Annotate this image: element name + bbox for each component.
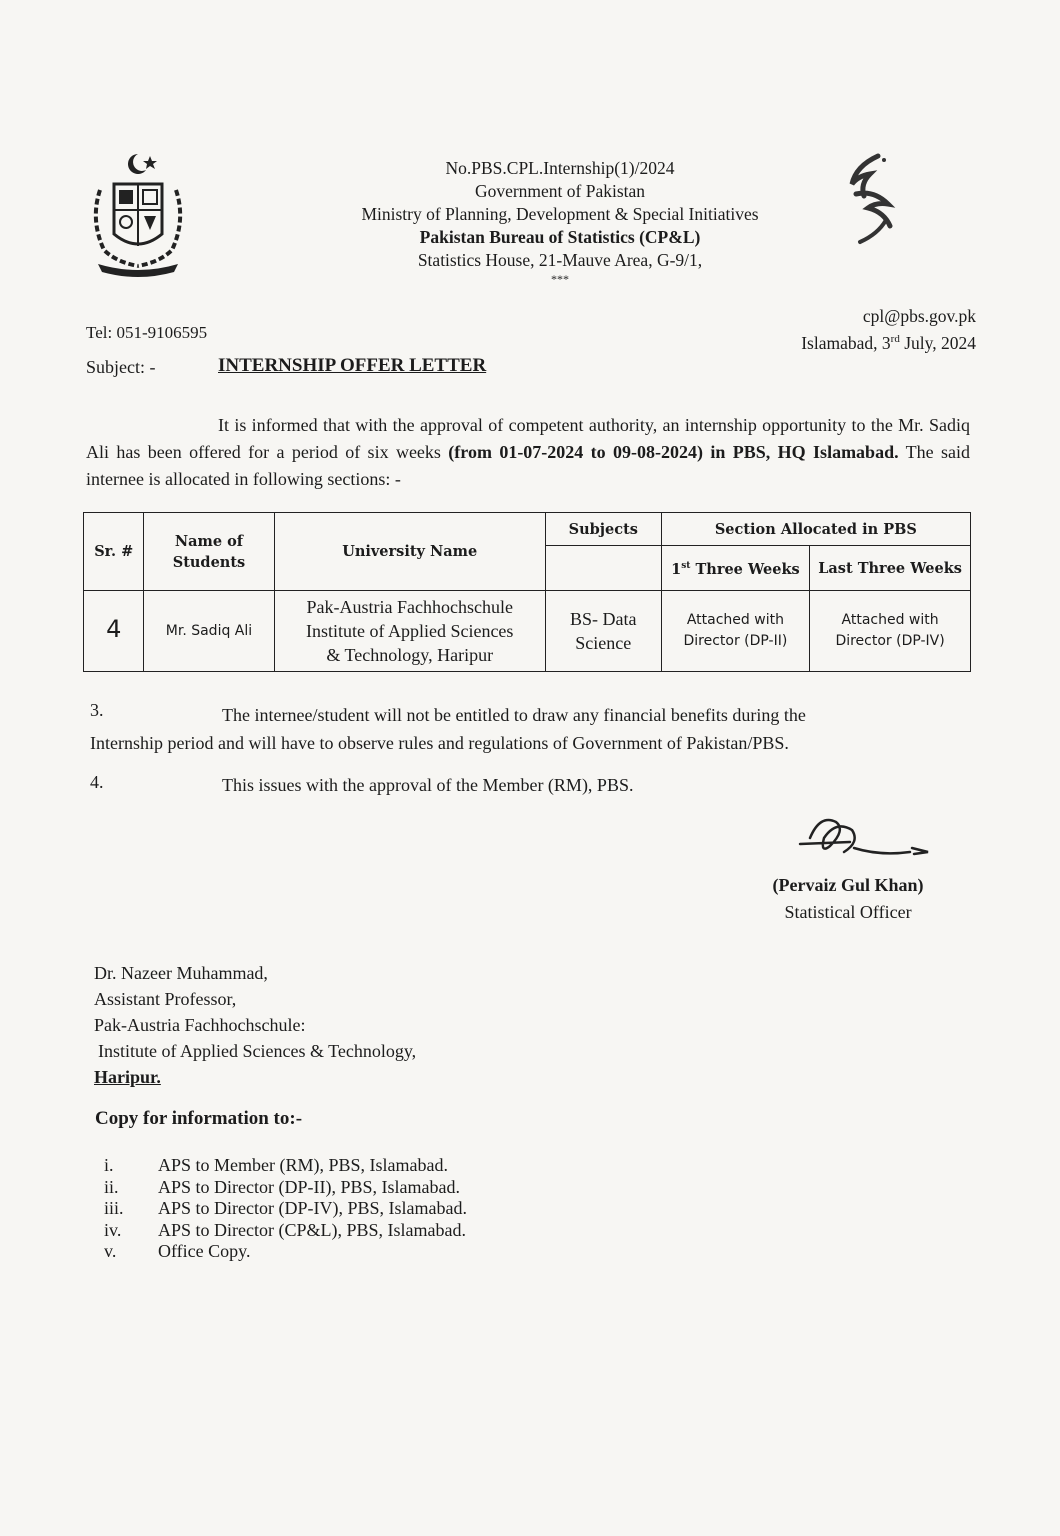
- cell-sr: [84, 591, 144, 672]
- list-item-text: APS to Member (RM), PBS, Islamabad.: [158, 1155, 448, 1175]
- email-address: cpl@pbs.gov.pk: [862, 306, 976, 326]
- para3-first-line: The internee/student will not be entitled to draw any financial benefits during the: [222, 705, 806, 725]
- recipient-line-3: Pak-Austria Fachhochschule:: [94, 1015, 306, 1035]
- recipient-line-5: Haripur.: [94, 1067, 161, 1087]
- header-sr: Sr. #: [84, 513, 144, 591]
- contact-date-block: [801, 305, 976, 355]
- signatory-title: Statistical Officer: [784, 902, 912, 922]
- list-item: [100, 1220, 467, 1242]
- list-item-number: iii.: [104, 1198, 124, 1218]
- list-item: [100, 1155, 467, 1177]
- ministry-name: Ministry of Planning, Development & Special Initiatives: [361, 204, 759, 224]
- list-item-text: Office Copy.: [158, 1241, 251, 1261]
- pbs-logo-icon: [838, 150, 904, 250]
- cell-last-weeks: [810, 591, 971, 672]
- copy-list: [100, 1155, 467, 1263]
- university-line-3: & Technology, Haripur: [326, 645, 494, 665]
- first-weeks-line-1: Attached with: [686, 612, 784, 628]
- header-separator: ***: [551, 272, 569, 286]
- list-item-text: APS to Director (DP-IV), PBS, Islamabad.: [158, 1198, 467, 1218]
- signature-icon: [790, 808, 940, 868]
- letter-date: [801, 328, 976, 355]
- recipient-line-2: Assistant Professor,: [94, 989, 237, 1009]
- signatory-name: (Pervaiz Gul Khan): [772, 875, 924, 895]
- list-item-number: ii.: [104, 1176, 119, 1197]
- reference-number: No.PBS.CPL.Internship(1)/2024: [445, 158, 675, 178]
- header-university: University Name: [274, 513, 545, 591]
- list-item-number: i.: [104, 1155, 114, 1175]
- header-name: Name of Students: [144, 513, 274, 591]
- first-weeks-superscript: st: [681, 561, 691, 572]
- government-name: Government of Pakistan: [474, 181, 646, 201]
- list-item-number: v.: [104, 1241, 117, 1261]
- para4-text: This issues with the approval of the Member (RM), PBS.: [222, 775, 634, 795]
- list-item: [100, 1241, 467, 1263]
- para3-second-line: Internship period and will have to observe rules and regulations of Government of Pakistan/PBS.: [90, 733, 789, 753]
- subject-line-2: Science: [575, 633, 632, 653]
- table-row: [84, 591, 971, 672]
- cell-student-name: Mr. Sadiq Ali: [144, 591, 274, 672]
- para3-number: 3.: [90, 700, 104, 720]
- cell-university: [274, 591, 545, 672]
- first-weeks-label: Three Weeks: [690, 560, 800, 578]
- last-weeks-line-1: Attached with: [841, 612, 939, 628]
- header-subjects-blank: [545, 546, 661, 591]
- recipient-line-1: Dr. Nazeer Muhammad,: [94, 963, 268, 983]
- date-suffix: July, 2024: [899, 332, 976, 353]
- header-last-weeks: Last Three Weeks: [810, 546, 971, 591]
- subject-line-1: BS- Data: [570, 609, 637, 629]
- recipient-address: [94, 960, 416, 1090]
- cell-subject: [545, 591, 661, 672]
- header-subjects: Subjects: [545, 513, 661, 546]
- header-section-allocated: Section Allocated in PBS: [661, 513, 970, 546]
- list-item-text: APS to Director (CP&L), PBS, Islamabad.: [158, 1219, 466, 1240]
- list-item: [100, 1198, 467, 1220]
- intro-text: It is informed that with the approval of competent authority, an internship opportunity to the Mr. Sadiq Ali has been offered for a period of six weeks: [86, 415, 970, 462]
- intro-paragraph: [86, 412, 970, 493]
- intro-text-end: The said internee is allocated in following sections: -: [86, 442, 970, 489]
- subject-label: Subject: -: [86, 357, 156, 377]
- copy-title: Copy for information to:-: [95, 1108, 303, 1129]
- date-prefix: Islamabad, 3: [801, 332, 891, 353]
- para4-number: 4.: [90, 772, 104, 792]
- sr-value: 4: [106, 615, 122, 643]
- list-item-number: iv.: [104, 1219, 122, 1240]
- list-item-text: APS to Director (DP-II), PBS, Islamabad.: [158, 1176, 460, 1197]
- intro-period: (from 01-07-2024 to 09-08-2024) in PBS, HQ Islamabad.: [448, 442, 899, 462]
- state-emblem-icon: [86, 150, 190, 278]
- first-weeks-number: 1: [671, 560, 682, 578]
- header-first-weeks: [661, 546, 810, 591]
- date-superscript: rd: [890, 333, 900, 345]
- bureau-name: Pakistan Bureau of Statistics (CP&L): [419, 227, 701, 247]
- allocation-table: [83, 512, 971, 672]
- table-header-row: [84, 513, 971, 546]
- subject-title: INTERNSHIP OFFER LETTER: [218, 355, 487, 376]
- recipient-line-4: Institute of Applied Sciences & Technology,: [98, 1041, 417, 1061]
- letter-header: [300, 157, 820, 286]
- telephone: Tel: 051-9106595: [86, 323, 208, 342]
- first-weeks-line-2: Director (DP-II): [683, 633, 788, 649]
- university-line-1: Pak-Austria Fachhochschule: [306, 597, 513, 617]
- bureau-address: Statistics House, 21-Mauve Area, G-9/1,: [417, 250, 703, 270]
- list-item: [100, 1177, 467, 1199]
- signatory-block: [738, 872, 958, 926]
- cell-first-weeks: [661, 591, 810, 672]
- university-line-2: Institute of Applied Sciences: [305, 621, 514, 641]
- last-weeks-line-2: Director (DP-IV): [835, 633, 945, 649]
